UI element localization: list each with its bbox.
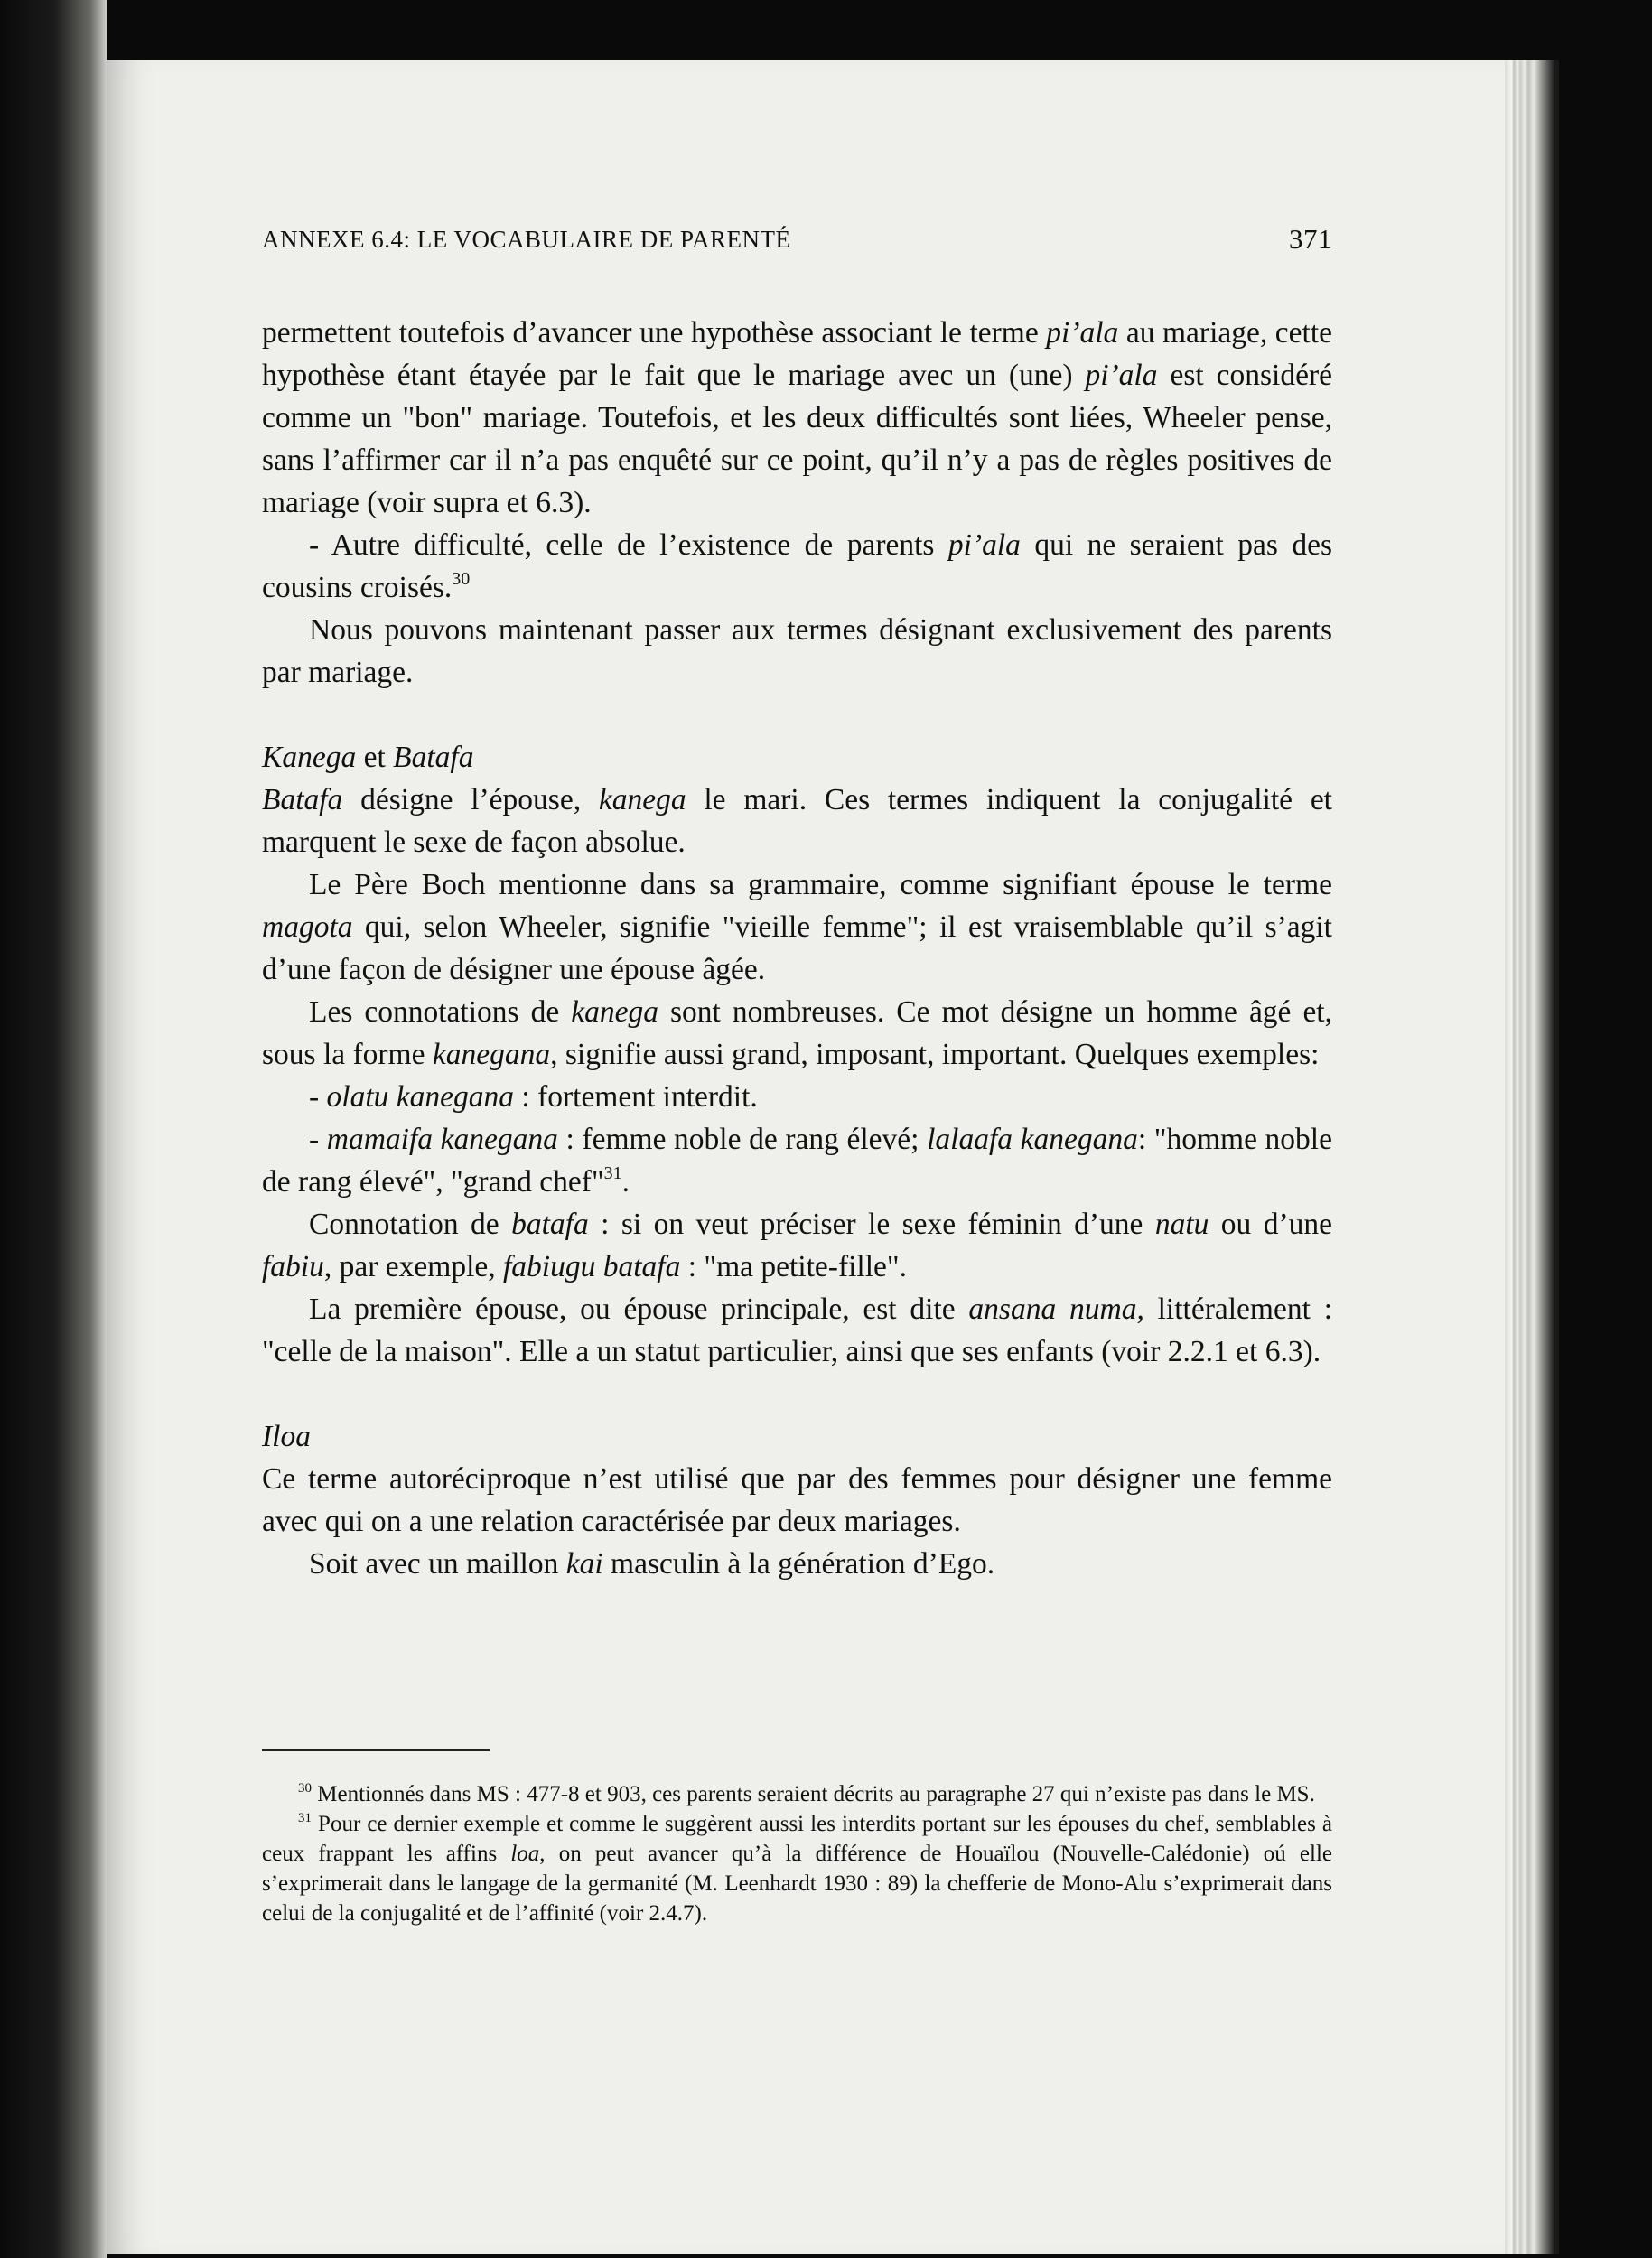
paragraph (262, 1288, 1332, 1373)
italic-term: natu (1154, 1208, 1209, 1241)
paragraph (262, 524, 1332, 609)
paragraph (262, 1543, 1332, 1585)
italic-term: pi’ala (947, 528, 1021, 562)
italic-term: pi’ala (1046, 316, 1119, 350)
paragraph (262, 609, 1332, 694)
italic-term: pi’ala (1085, 359, 1158, 392)
paragraph-spacer (262, 694, 1332, 736)
text-run: - (309, 1123, 327, 1156)
page-number: 371 (1289, 223, 1332, 255)
chapter-title: ANNEXE 6.4: LE VOCABULAIRE DE PARENTÉ (262, 226, 791, 253)
text-run: La première épouse, ou épouse principale, est dite (309, 1292, 969, 1326)
italic-term: fabiu (262, 1250, 324, 1283)
text-run: . (621, 1165, 630, 1199)
italic-term: ansana numa, (968, 1292, 1144, 1326)
text-run: Ce terme autoréciproque n’est utilisé que par des femmes pour désigner une femme avec qui on a une relation caractérisée par deux mariages. (262, 1462, 1332, 1538)
italic-term: fabiugu batafa (503, 1250, 681, 1283)
text-run: : femme noble de rang élevé; (557, 1123, 928, 1156)
italic-term: kai (565, 1547, 603, 1581)
footnote-rule (262, 1749, 490, 1751)
text-run: permettent toutefois d’avancer une hypothèse associant le terme (262, 316, 1047, 350)
text-run: qui, selon Wheeler, signifie "vieille femme"; il est vraisemblable qu’il s’agit d’une façon de désigner une épouse âgée. (262, 910, 1332, 986)
italic-term: loa (510, 1842, 540, 1866)
footnote-marker: 30 (298, 1781, 312, 1796)
italic-term: kanega (571, 995, 658, 1029)
paragraph (262, 991, 1332, 1076)
text-run: sont nombreuses. Ce mot désigne un homme âgé et, sous la forme (262, 995, 1332, 1071)
paragraph (262, 1076, 1332, 1118)
italic-term: magota (262, 910, 353, 944)
paragraph (262, 779, 1332, 863)
text-run: , on peut avancer qu’à la différence de Houaïlou (Nouvelle-Calédonie) oú elle s’exprimerait dans le langage de la germanité (M. Leenhardt 1930 : 89) la chefferie de Mono-Alu s’exprimerait dans celui de la conjugalité et de l’affinité (voir 2.4.7). (262, 1842, 1332, 1926)
paragraph (262, 312, 1332, 524)
text-run: : "ma petite-fille". (680, 1250, 907, 1283)
text-run: désigne l’épouse, (342, 783, 599, 816)
italic-term: Batafa (262, 783, 343, 816)
text-run: : "homme noble de rang élevé", "grand chef" (262, 1123, 1332, 1199)
footnote-marker: 31 (298, 1811, 312, 1825)
text-run: le mari. Ces termes indiquent la conjugalité et marquent le sexe de façon absolue. (262, 783, 1332, 859)
text-run: Pour ce dernier exemple et comme le suggèrent aussi les interdits portant sur les épouses du chef, semblables à ceux frappant les affins (262, 1812, 1332, 1866)
italic-term: Kanega (262, 741, 357, 774)
italic-term: lalaafa kanegana (927, 1123, 1138, 1156)
footnote-marker: 31 (603, 1163, 622, 1183)
italic-term: mamaifa kanegana (326, 1123, 558, 1156)
page-stack-edges (1505, 60, 1559, 2254)
paragraph (262, 1118, 1332, 1203)
paragraph-spacer (262, 1373, 1332, 1415)
text-run: littéralement : "celle de la maison". Elle a un statut particulier, ainsi que ses enfants (voir 2.2.1 et 6.3). (262, 1292, 1333, 1368)
text-run: , par exemple, (323, 1250, 503, 1283)
italic-term: Batafa (393, 741, 474, 774)
text-run: , signifie aussi grand, imposant, important. Quelques exemples: (550, 1038, 1320, 1071)
text-run: - (309, 1080, 327, 1114)
text-run: au mariage, cette hypothèse étant étayée par le fait que le mariage avec un (une) (262, 316, 1333, 392)
text-run: Soit avec un maillon (309, 1547, 566, 1581)
paragraph (262, 1458, 1332, 1543)
text-run: masculin à la génération d’Ego. (602, 1547, 995, 1581)
paragraph (262, 1415, 1332, 1458)
text-run: est considéré comme un "bon" mariage. Toutefois, et les deux difficultés sont liées, Wheeler pense, sans l’affirmer car il n’a pas enquêté sur ce point, qu’il n’y a pas de règles positives de mariage (voir supra et 6.3). (262, 359, 1332, 519)
text-run: qui ne seraient pas des cousins croisés. (262, 528, 1332, 604)
body-text (262, 312, 1332, 1585)
text-run: - Autre difficulté, celle de l’existence de parents (309, 528, 948, 562)
footnotes (262, 1779, 1332, 1928)
text-run: Les connotations de (309, 995, 572, 1029)
footnote (262, 1779, 1332, 1809)
text-run: et (356, 741, 394, 774)
italic-term: olatu kanegana (326, 1080, 515, 1114)
italic-term: batafa (511, 1208, 589, 1241)
text-run: Le Père Boch mentionne dans sa grammaire, comme signifiant épouse le terme (309, 868, 1332, 901)
text-run: : si on veut préciser le sexe féminin d’une (588, 1208, 1155, 1241)
paragraph (262, 863, 1332, 991)
text-run: Nous pouvons maintenant passer aux termes désignant exclusivement des parents par mariage. (262, 613, 1332, 689)
footnote (262, 1809, 1332, 1928)
italic-term: Iloa (262, 1420, 311, 1453)
footnote-marker: 30 (452, 569, 471, 589)
text-run: ou d’une (1209, 1208, 1332, 1241)
paragraph (262, 736, 1332, 779)
text-run: : fortement interdit. (514, 1080, 758, 1114)
text-run: Mentionnés dans MS : 477-8 et 903, ces parents seraient décrits au paragraphe 27 qui n’existe pas dans le MS. (312, 1782, 1315, 1806)
paragraph (262, 1203, 1332, 1288)
text-run: Connotation de (309, 1208, 512, 1241)
italic-term: kanegana (432, 1038, 551, 1071)
italic-term: kanega (598, 783, 686, 816)
facing-page-edge (0, 0, 107, 2258)
